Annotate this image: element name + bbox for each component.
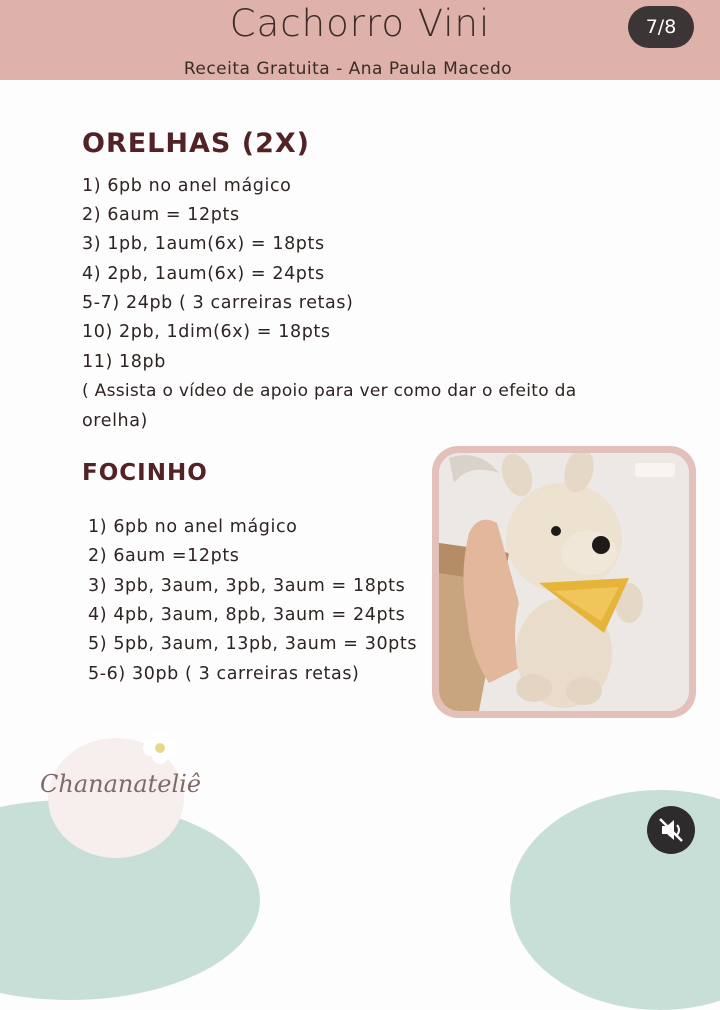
instruction-line: 3) 1pb, 1aum(6x) = 18pts — [82, 234, 325, 254]
brand-logo: Chananateliê — [40, 770, 202, 798]
instruction-line: 1) 6pb no anel mágico — [88, 517, 298, 537]
instruction-line: 5) 5pb, 3aum, 13pb, 3aum = 30pts — [88, 634, 418, 654]
amigurumi-dog-illustration — [439, 453, 689, 711]
section-title-focinho: FOCINHO — [82, 460, 208, 486]
section-title-orelhas: ORELHAS (2X) — [82, 128, 311, 159]
instruction-line: 4) 2pb, 1aum(6x) = 24pts — [82, 264, 325, 284]
page-subtitle: Receita Gratuita - Ana Paula Macedo — [183, 59, 513, 79]
instruction-line: 5-6) 30pb ( 3 carreiras retas) — [88, 664, 360, 684]
page-indicator: 7/8 — [628, 6, 694, 48]
product-photo-frame — [432, 446, 696, 718]
instruction-line: 4) 4pb, 3aum, 8pb, 3aum = 24pts — [88, 605, 406, 625]
page-title: Cachorro Vini — [229, 2, 491, 45]
instruction-line: orelha) — [82, 411, 148, 431]
instruction-line: 11) 18pb — [82, 352, 166, 372]
mute-button[interactable] — [647, 806, 695, 854]
mute-icon — [647, 806, 695, 854]
instruction-line: 10) 2pb, 1dim(6x) = 18pts — [82, 322, 331, 342]
product-photo — [439, 453, 689, 711]
flower-icon — [140, 728, 180, 768]
instruction-line: 1) 6pb no anel mágico — [82, 176, 292, 196]
instruction-line: 5-7) 24pb ( 3 carreiras retas) — [82, 293, 354, 313]
instruction-line: ( Assista o vídeo de apoio para ver como dar o efeito da — [82, 381, 577, 401]
instruction-line: 2) 6aum = 12pts — [82, 205, 240, 225]
instruction-line: 2) 6aum =12pts — [88, 546, 240, 566]
instruction-line: 3) 3pb, 3aum, 3pb, 3aum = 18pts — [88, 576, 406, 596]
